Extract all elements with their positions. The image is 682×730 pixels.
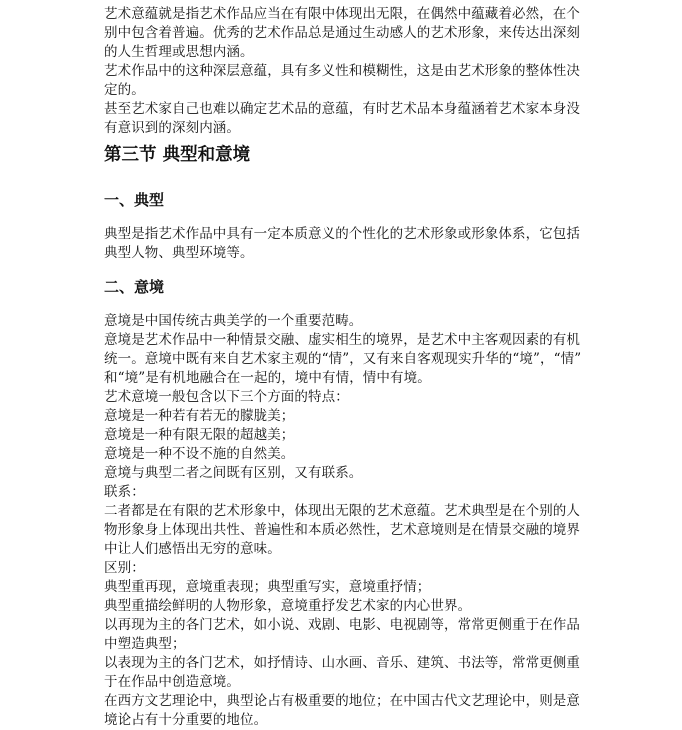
text-line: 联系： [104,484,145,500]
text-line: 意境是中国传统古典美学的一个重要范畴。 [104,313,363,329]
text-line: 意境与典型二者之间既有区别，又有联系。 [104,465,363,481]
text-line: 别中包含着普遍。优秀的艺术作品总是通过生动感人的艺术形象，来传达出深刻 [104,25,580,41]
text-line: 甚至艺术家自己也难以确定艺术品的意蕴，有时艺术品本身蕴涵着艺术家本身没 [104,101,580,117]
text-line: 定的。 [104,82,145,98]
text-line: 中塑造典型； [104,636,186,652]
section-title: 第三节 典型和意境 [104,145,251,165]
text-line: 于在作品中创造意境。 [104,674,240,690]
text-line: 典型重描绘鲜明的人物形象，意境重抒发艺术家的内心世界。 [104,598,472,614]
text-line: 艺术意境一般包含以下三个方面的特点： [104,389,349,405]
heading-typical: 一、典型 [104,191,165,209]
yijing-paragraph [104,312,581,730]
text-line: 境论占有十分重要的地位。 [104,712,268,728]
text-line: 典型重再现，意境重表现；典型重写实，意境重抒情； [104,579,431,595]
text-line: 意境是一种若有若无的朦胧美； [104,408,295,424]
text-line: 中让人们感悟出无穷的意味。 [104,541,281,557]
text-line: 区别： [104,560,145,576]
heading-yijing: 二、意境 [104,278,165,296]
text-line: 以表现为主的各门艺术，如抒情诗、山水画、音乐、建筑、书法等，常常更侧重 [104,655,580,671]
text-line: 二者都是在有限的艺术形象中，体现出无限的艺术意蕴。艺术典型是在个别的人 [104,503,580,519]
text-line: 典型人物、典型环境等。 [104,245,254,261]
text-line: 艺术意蕴就是指艺术作品应当在有限中体现出无限，在偶然中蕴藏着必然，在个 [104,6,580,22]
intro-paragraph [104,5,580,138]
text-line: 典型是指艺术作品中具有一定本质意义的个性化的艺术形象或形象体系，它包括 [104,226,580,242]
text-line: 意境是一种不设不施的自然美。 [104,446,295,462]
text-line: 有意识到的深刻内涵。 [104,120,240,136]
text-line: 物形象身上体现出共性、普遍性和本质必然性，艺术意境则是在情景交融的境界 [104,522,580,538]
text-line: 意境是艺术作品中一种情景交融、虚实相生的境界，是艺术中主客观因素的有机 [104,332,580,348]
text-line: 艺术作品中的这种深层意蕴，具有多义性和模糊性，这是由艺术形象的整体性决 [104,63,580,79]
text-line: 的人生哲理或思想内涵。 [104,44,254,60]
text-line: 在西方文艺理论中，典型论占有极重要的地位；在中国古代文艺理论中，则是意 [104,693,580,709]
typical-paragraph [104,225,580,263]
text-line: 统一。意境中既有来自艺术家主观的“情”，又有来自客观现实升华的“境”，“情” [104,351,582,367]
text-line: 以再现为主的各门艺术，如小说、戏剧、电影、电视剧等，常常更侧重于在作品 [104,617,580,633]
text-line: 意境是一种有限无限的超越美； [104,427,295,443]
text-line: 和“境”是有机地融合在一起的，境中有情，情中有境。 [104,370,431,386]
